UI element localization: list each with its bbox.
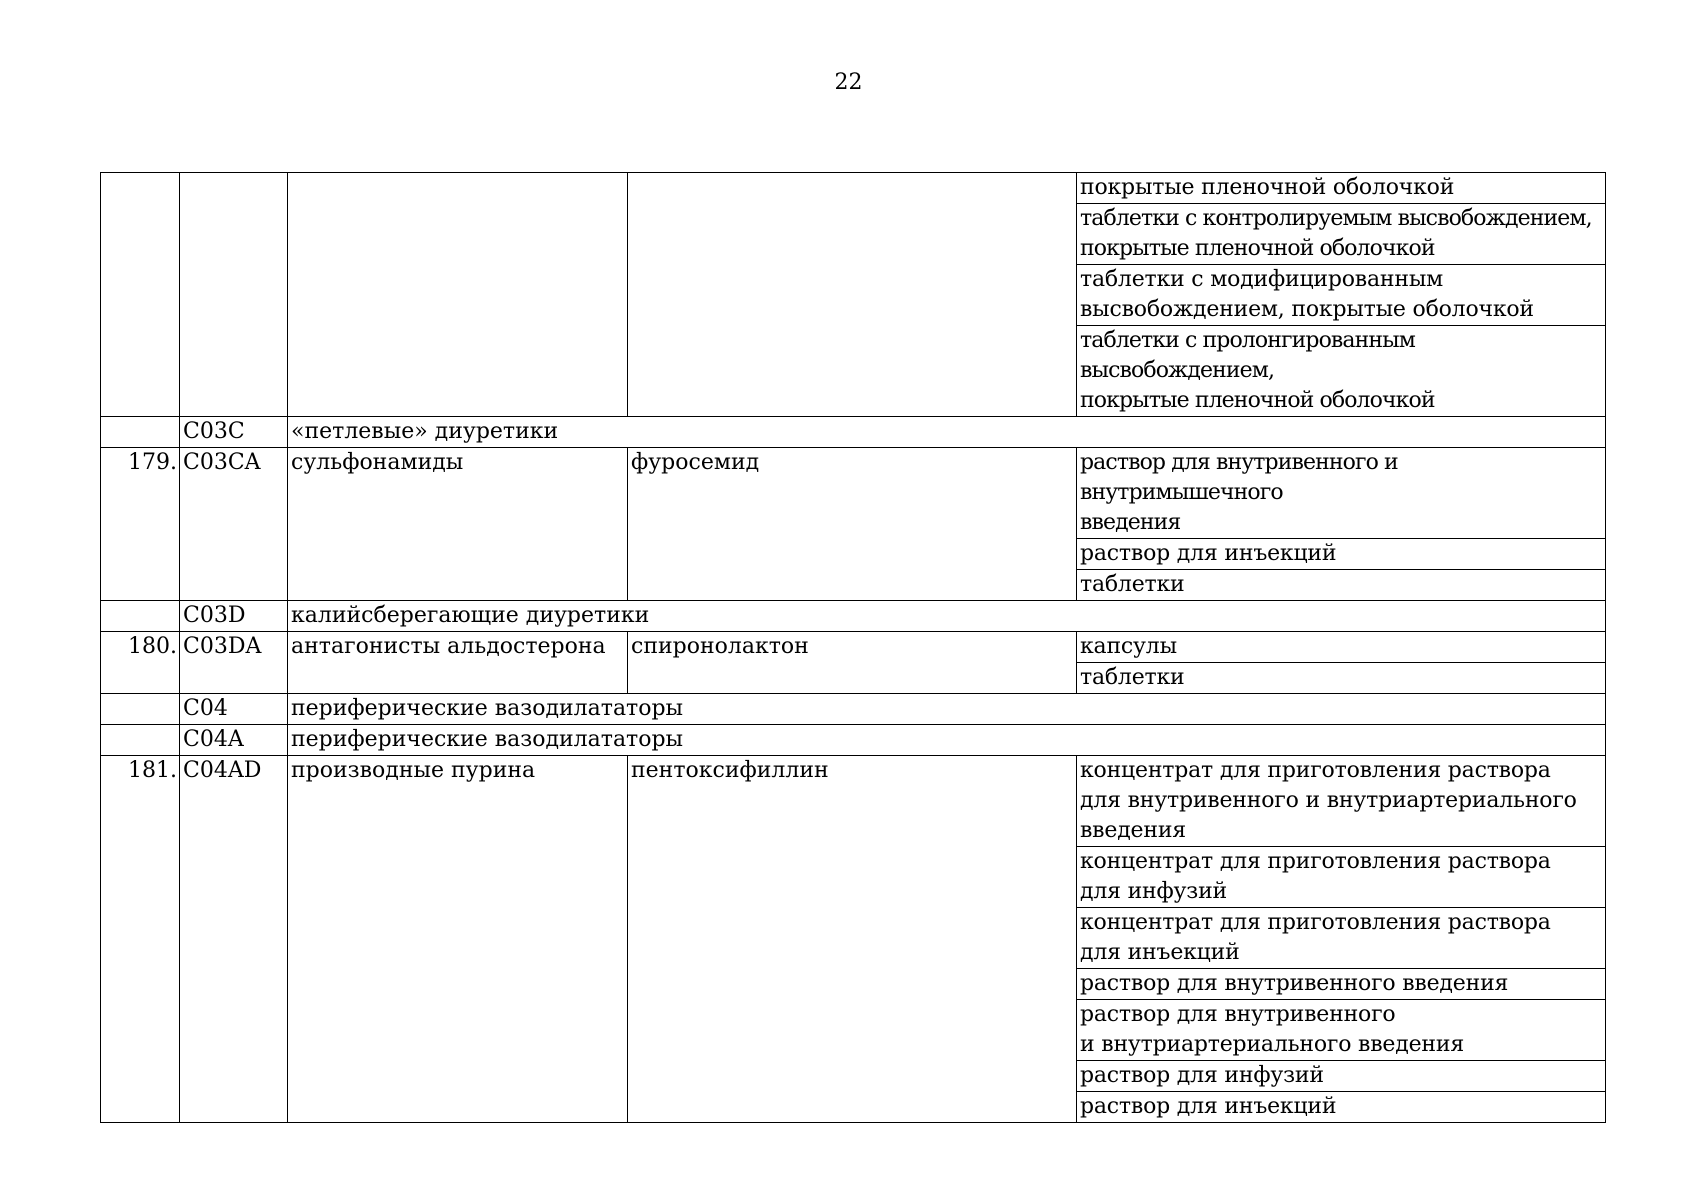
atc-code-cell: C03D (180, 601, 288, 632)
dosage-form-cell: таблетки с контролируемым высвобождением, покрытые пленочной оболочкой (1077, 204, 1606, 265)
atc-code-cell (180, 173, 288, 417)
atc-code-cell: C03DA (180, 632, 288, 694)
dosage-form-cell: раствор для внутривенного и внутримышечного введения (1077, 448, 1606, 539)
atc-code-cell: C04AD (180, 756, 288, 1123)
table-row (101, 756, 1606, 847)
drug-table (100, 172, 1606, 1123)
table-row (101, 448, 1606, 539)
dosage-form-cell: концентрат для приготовления раствора для инъекций (1077, 908, 1606, 969)
dosage-form-cell: раствор для инъекций (1077, 1092, 1606, 1123)
atc-group-cell: сульфонамиды (288, 448, 628, 601)
dosage-form-cell: раствор для внутривенного и внутриартериального введения (1077, 1000, 1606, 1061)
table-row (101, 173, 1606, 204)
dosage-form-cell: капсулы (1077, 632, 1606, 663)
row-number-cell (101, 173, 180, 417)
atc-group-cell: калийсберегающие диуретики (288, 601, 1606, 632)
row-number-cell: 179. (101, 448, 180, 601)
table-row (101, 632, 1606, 663)
atc-group-cell: производные пурина (288, 756, 628, 1123)
dosage-form-cell: концентрат для приготовления раствора для внутривенного и внутриартериального введения (1077, 756, 1606, 847)
atc-code-cell: C03C (180, 417, 288, 448)
page-number: 22 (834, 70, 863, 95)
row-number-cell (101, 694, 180, 725)
atc-group-cell: «петлевые» диуретики (288, 417, 1606, 448)
atc-group-cell: антагонисты альдостерона (288, 632, 628, 694)
drug-name-cell (628, 173, 1077, 417)
drug-name-cell: пентоксифиллин (628, 756, 1077, 1123)
drug-name-cell: фуросемид (628, 448, 1077, 601)
row-number-cell (101, 601, 180, 632)
table-section-row (101, 417, 1606, 448)
dosage-form-cell: раствор для инфузий (1077, 1061, 1606, 1092)
atc-code-cell: C03CA (180, 448, 288, 601)
atc-group-cell (288, 173, 628, 417)
atc-code-cell: C04A (180, 725, 288, 756)
drug-name-cell: спиронолактон (628, 632, 1077, 694)
table-section-row (101, 601, 1606, 632)
atc-group-cell: периферические вазодилататоры (288, 725, 1606, 756)
table-section-row (101, 694, 1606, 725)
atc-group-cell: периферические вазодилататоры (288, 694, 1606, 725)
dosage-form-cell: концентрат для приготовления раствора для инфузий (1077, 847, 1606, 908)
dosage-form-cell: раствор для инъекций (1077, 539, 1606, 570)
dosage-form-cell: таблетки (1077, 663, 1606, 694)
atc-code-cell: C04 (180, 694, 288, 725)
row-number-cell (101, 417, 180, 448)
dosage-form-cell: таблетки с модифицированным высвобождением, покрытые оболочкой (1077, 265, 1606, 326)
dosage-form-cell: таблетки с пролонгированным высвобождением, покрытые пленочной оболочкой (1077, 326, 1606, 417)
row-number-cell: 180. (101, 632, 180, 694)
row-number-cell (101, 725, 180, 756)
dosage-form-cell: раствор для внутривенного введения (1077, 969, 1606, 1000)
table-section-row (101, 725, 1606, 756)
row-number-cell: 181. (101, 756, 180, 1123)
dosage-form-cell: таблетки (1077, 570, 1606, 601)
dosage-form-cell: покрытые пленочной оболочкой (1077, 173, 1606, 204)
